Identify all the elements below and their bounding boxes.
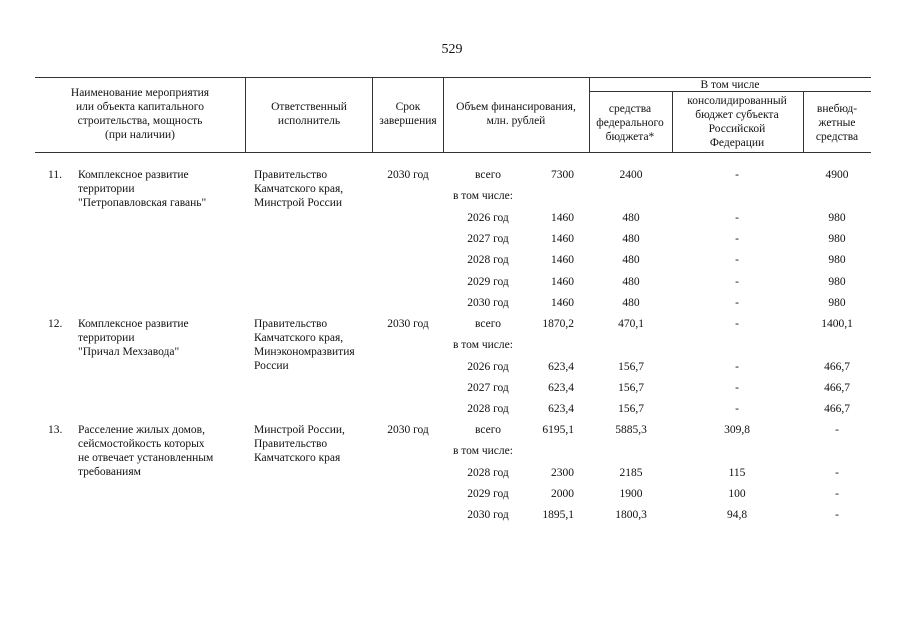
row-label: 2028 год (467, 254, 509, 267)
row-federal: 156,7 (618, 381, 644, 394)
row-total: 623,4 (548, 381, 574, 394)
entry-responsible-line: Правительство (254, 169, 328, 181)
row-extra: 980 (828, 211, 846, 224)
entry-name-line: Комплексное развитие (78, 318, 189, 330)
entry-responsible-line: Правительство (254, 438, 328, 450)
header-including: В том числе (700, 79, 760, 91)
header-text: внебюд- (816, 103, 858, 115)
row-subheading: в том числе: (453, 445, 513, 458)
row-regional: - (735, 254, 739, 267)
row-federal: 480 (622, 232, 640, 245)
row-federal: 156,7 (618, 360, 644, 373)
row-label: 2027 год (467, 381, 509, 394)
row-extra: - (835, 424, 839, 436)
row-federal: 480 (622, 275, 640, 288)
row-extra: 1400,1 (821, 318, 853, 330)
header-text: федерального (596, 117, 664, 129)
header-text: консолидированный (687, 95, 787, 107)
row-regional: 309,8 (724, 424, 750, 436)
row-federal: 480 (622, 296, 640, 309)
row-label: всего (475, 169, 501, 181)
row-extra: - (835, 466, 839, 479)
entry-name-line: не отвечает установленным (78, 452, 214, 464)
entry-name-line: территории (78, 183, 135, 195)
entry-name-line: Расселение жилых домов, (78, 424, 205, 436)
header-text: млн. рублей (486, 115, 546, 127)
row-federal: 480 (622, 211, 640, 224)
row-regional: - (735, 296, 739, 309)
row-regional: - (735, 169, 739, 181)
row-total: 623,4 (548, 360, 574, 373)
row-federal: 1900 (619, 487, 643, 500)
header-text: жетные (818, 117, 856, 129)
col-divider (245, 77, 246, 152)
header-text: исполнитель (277, 115, 341, 127)
col-divider (589, 77, 590, 152)
entry-name-line: "Петропавловская гавань" (78, 197, 207, 209)
row-label: 2030 год (467, 509, 509, 522)
header-text: Федерации (709, 137, 765, 149)
row-regional: 94,8 (726, 509, 748, 522)
row-total: 1460 (551, 232, 574, 245)
col-divider (672, 91, 673, 152)
entry-name-line: Комплексное развитие (78, 169, 189, 181)
row-regional: - (735, 275, 739, 288)
row-label: 2027 год (467, 232, 509, 245)
entry-responsible-line: Минстрой России, (254, 424, 345, 436)
row-label: всего (475, 424, 501, 436)
col-divider (803, 91, 804, 152)
row-extra: - (835, 487, 839, 500)
row-federal: 470,1 (618, 318, 644, 330)
row-label: 2030 год (467, 296, 509, 309)
row-regional: 115 (728, 466, 746, 479)
row-federal: 1800,3 (615, 509, 647, 522)
row-extra: 980 (828, 254, 846, 267)
entry-responsible-line: Камчатского края, (254, 183, 344, 195)
entry-number: 11. (48, 169, 62, 181)
col-divider (443, 77, 444, 152)
entry-name-line: "Причал Мехзавода" (78, 346, 180, 358)
entry-responsible-line: России (254, 360, 289, 372)
entry-deadline: 2030 год (387, 424, 429, 436)
header-text: Срок (395, 101, 421, 113)
entry-deadline: 2030 год (387, 169, 429, 181)
row-extra: - (835, 509, 839, 522)
entry-number: 13. (48, 424, 63, 436)
header-text: строительства, мощность (77, 115, 203, 127)
entry-name-line: территории (78, 332, 135, 344)
row-extra: 466,7 (824, 403, 850, 416)
row-extra: 980 (828, 232, 846, 245)
entry-number: 12. (48, 318, 63, 330)
row-regional: - (735, 211, 739, 224)
row-total: 6195,1 (542, 424, 574, 436)
entry-responsible-line: Камчатского края, (254, 332, 344, 344)
header-text: средства (608, 103, 652, 115)
row-label: 2028 год (467, 403, 509, 416)
row-extra: 466,7 (824, 381, 850, 394)
row-extra: 980 (828, 275, 846, 288)
row-regional: - (735, 381, 739, 394)
row-federal: 5885,3 (615, 424, 647, 436)
entry-responsible-line: Камчатского края (254, 452, 341, 464)
header-text: бюджета* (605, 131, 655, 143)
row-total: 7300 (551, 169, 574, 181)
entry-responsible-line: Минстрой России (254, 197, 342, 209)
row-total: 623,4 (548, 403, 574, 416)
row-subheading: в том числе: (453, 190, 513, 203)
row-total: 2000 (551, 487, 574, 500)
row-label: 2026 год (467, 211, 509, 224)
row-total: 2300 (551, 466, 574, 479)
row-total: 1895,1 (542, 509, 574, 522)
row-label: всего (475, 318, 501, 330)
header-text: завершения (379, 115, 437, 127)
entry-deadline: 2030 год (387, 318, 429, 330)
row-federal: 156,7 (618, 403, 644, 416)
row-regional: 100 (728, 487, 746, 500)
col-divider (372, 77, 373, 152)
header-text: Российской (708, 123, 766, 135)
row-total: 1460 (551, 275, 574, 288)
entry-responsible-line: Минэкономразвития (254, 346, 355, 358)
header-bottom-rule (35, 152, 871, 153)
header-text: средства (815, 131, 859, 143)
row-total: 1870,2 (542, 318, 574, 330)
row-regional: - (735, 232, 739, 245)
entry-responsible-line: Правительство (254, 318, 328, 330)
row-regional: - (735, 318, 739, 330)
row-federal: 2400 (619, 169, 643, 181)
header-text: бюджет субъекта (695, 109, 779, 121)
row-extra: 466,7 (824, 360, 850, 373)
page-number: 529 (441, 42, 463, 57)
row-extra: 4900 (825, 169, 849, 181)
header-text: Ответственный (271, 101, 347, 113)
row-label: 2028 год (467, 466, 509, 479)
row-label: 2029 год (467, 487, 509, 500)
row-label: 2026 год (467, 360, 509, 373)
row-label: 2029 год (467, 275, 509, 288)
header-text: или объекта капитального (76, 101, 204, 113)
entry-name-line: сейсмостойкость которых (78, 438, 205, 450)
row-subheading: в том числе: (453, 339, 513, 352)
row-federal: 2185 (619, 466, 643, 479)
row-total: 1460 (551, 211, 574, 224)
header-text: Наименование мероприятия (70, 87, 210, 99)
row-total: 1460 (551, 254, 574, 267)
row-total: 1460 (551, 296, 574, 309)
row-extra: 980 (828, 296, 846, 309)
row-federal: 480 (622, 254, 640, 267)
header-text: Объем финансирования, (456, 101, 576, 113)
entry-name-line: требованиям (78, 466, 141, 478)
header-text: (при наличии) (105, 129, 175, 141)
row-regional: - (735, 360, 739, 373)
row-regional: - (735, 403, 739, 416)
